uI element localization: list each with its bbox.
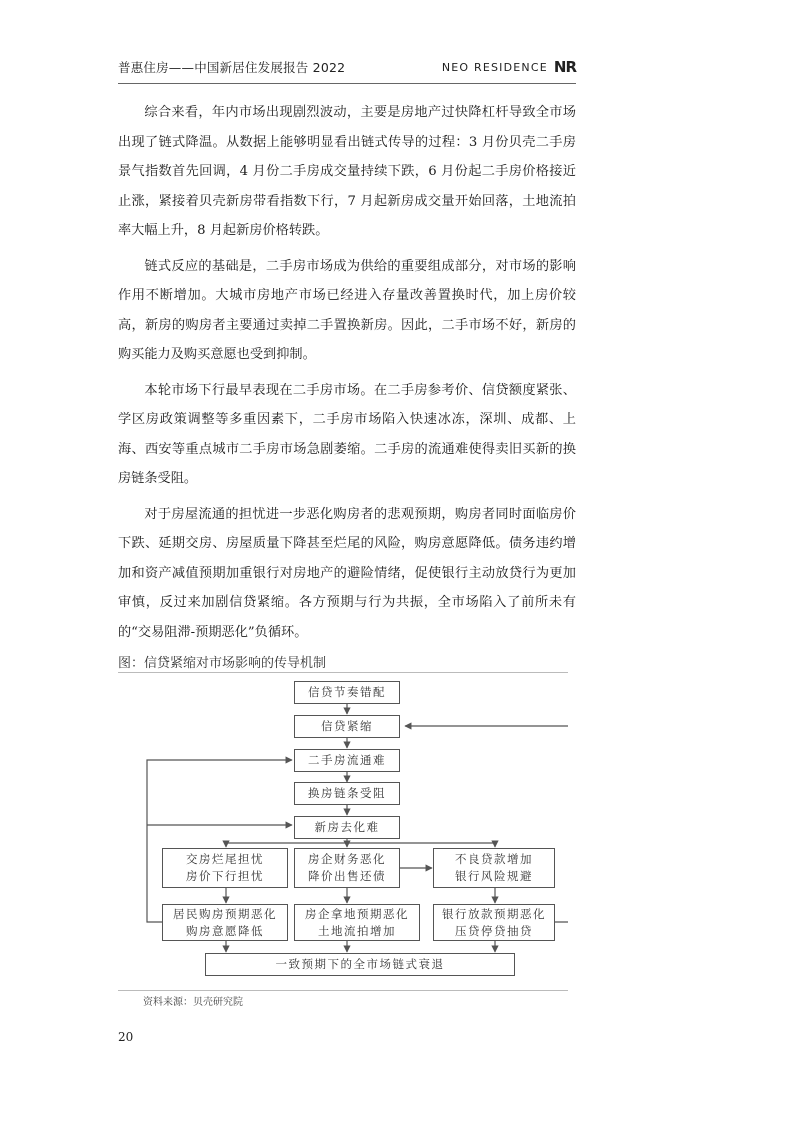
box-bank-lending-line1: 银行放款预期恶化	[442, 906, 546, 921]
box-bad-loans-line2: 银行风险规避	[455, 869, 533, 883]
box-developer-land-line1: 房企拿地预期恶化	[305, 906, 409, 921]
box-developer-finance-line2: 降价出售还债	[308, 869, 386, 883]
box-resident-expectation-line2: 购房意愿降低	[186, 923, 264, 938]
body-text	[118, 98, 576, 653]
box-bad-loans	[433, 848, 555, 888]
box-developer-finance	[294, 848, 400, 888]
figure-source: 资料来源：贝壳研究院	[143, 997, 243, 1008]
box-secondhand-circulation: 二手房流通难	[294, 749, 400, 772]
box-buyer-worries-line2: 房价下行担忧	[186, 869, 264, 883]
figure-bottom-rule	[118, 990, 568, 991]
figure-caption: 图：信贷紧缩对市场影响的传导机制	[118, 656, 327, 671]
loop-right-to-b2	[405, 726, 568, 922]
nr-logo-icon: NR	[553, 58, 576, 76]
header-title: 普惠住房——中国新居住发展报告 2022	[118, 60, 346, 75]
box-developer-land-line2: 土地流拍增加	[318, 923, 396, 938]
paragraph-1: 综合来看，年内市场出现剧烈波动，主要是房地产过快降杠杆导致全市场出现了链式降温。从数据上能够明显看出链式传导的过程：3 月份贝壳二手房景气指数首先回调，4 月份二手房成交量持续下跌，6 月份起二手房价格接近止涨，紧接着贝壳新房带看指数下行，7 月起新房成交量开始回落，土地流拍率大幅上升，8 月起新房价格转跌。	[118, 105, 576, 238]
paragraph-4: 对于房屋流通的担忧进一步恶化购房者的悲观预期，购房者同时面临房价下跌、延期交房、房屋质量下降甚至烂尾的风险，购房意愿降低。债务违约增加和资产减值预期加重银行对房地产的避险情绪，促使银行主动放贷行为更加审慎，反过来加剧信贷紧缩。各方预期与行为共振，全市场陷入了前所未有的“交易阻滞-预期恶化”负循环。	[118, 506, 576, 640]
page-number: 20	[118, 1030, 134, 1044]
arrow-to-right-top	[347, 843, 495, 847]
figure-top-rule	[118, 672, 568, 673]
loop-left-to-b3	[147, 760, 292, 922]
header-divider	[118, 83, 576, 84]
brand-text: NEO RESIDENCE	[441, 60, 548, 74]
box-buyer-worries-line1: 交房烂尾担忧	[186, 852, 264, 866]
box-developer-land	[294, 904, 420, 941]
arrow-to-left-top	[226, 843, 347, 847]
box-credit-mismatch: 信贷节奏错配	[294, 681, 400, 704]
box-housing-chain-blocked: 换房链条受阻	[294, 782, 400, 805]
box-developer-finance-line1: 房企财务恶化	[308, 852, 386, 866]
flowchart	[118, 675, 568, 988]
box-resident-expectation	[162, 904, 288, 941]
paragraph-2: 链式反应的基础是，二手房市场成为供给的重要组成部分，对市场的影响作用不断增加。大城市房地产市场已经进入存量改善置换时代，加上房价较高，新房的购房者主要通过卖掉二手置换新房。因此，二手市场不好，新房的购买能力及购买意愿也受到抑制。	[118, 258, 576, 362]
box-buyer-worries	[162, 848, 288, 888]
box-resident-expectation-line1: 居民购房预期恶化	[173, 906, 277, 921]
header-brand	[442, 58, 576, 76]
page-header	[118, 57, 576, 77]
box-bank-lending	[433, 904, 555, 941]
box-market-decline: 一致预期下的全市场链式衰退	[205, 953, 515, 976]
box-credit-tightening: 信贷紧缩	[294, 715, 400, 738]
box-new-house-destock: 新房去化难	[294, 816, 400, 839]
paragraph-3: 本轮市场下行最早表现在二手房市场。在二手房参考价、信贷额度紧张、学区房政策调整等多重因素下，二手房市场陷入快速冰冻，深圳、成都、上海、西安等重点城市二手房市场急剧萎缩。二手房的流通难使得卖旧买新的换房链条受阻。	[118, 382, 576, 486]
box-bank-lending-line2: 压贷停贷抽贷	[455, 923, 533, 938]
box-bad-loans-line1: 不良贷款增加	[455, 852, 533, 866]
